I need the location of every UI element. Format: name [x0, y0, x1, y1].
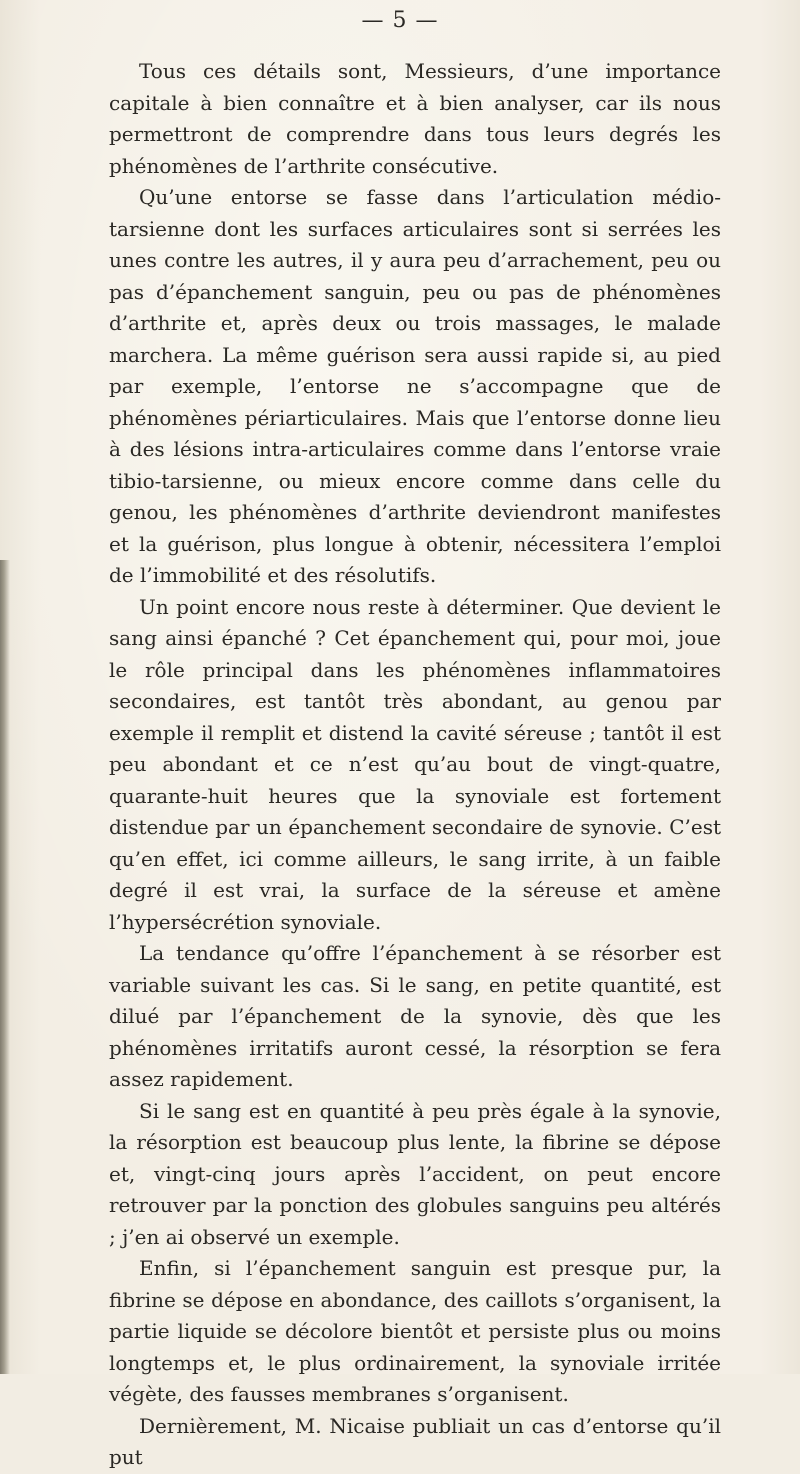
- paragraph-6: Enfin, si l’épanchement sanguin est presque pur, la fibrine se dépose en abondance, des caillots s’organisent, la partie liquide se décolore bientôt et persiste plus ou moins longtemps et, le plus ordinairement, la synoviale irritée végète, des fausses membranes s’organisent.: [109, 1256, 721, 1406]
- paragraph-1: Tous ces détails sont, Messieurs, d’une importance capitale à bien connaître et à bien analyser, car ils nous permettront de comprendre dans tous leurs degrés les phénomènes de l’arthrite consécutive.: [109, 59, 721, 178]
- paragraph-2: Qu’une entorse se fasse dans l’articulation médio-tarsienne dont les surfaces articulaires sont si serrées les unes contre les autres, il y aura peu d’arrachement, peu ou pas d’épanchement sanguin, peu ou pas de phénomènes d’arthrite et, après deux ou trois massages, le malade marchera. La même guérison sera aussi rapide si, au pied par exemple, l’entorse ne s’accompagne que de phénomènes périarticulaires. Mais que l’entorse donne lieu à des lésions intra-articulaires comme dans l’entorse vraie tibio-tarsienne, ou mieux encore comme dans celle du genou, les phénomènes d’arthrite deviendront manifestes et la guérison, plus longue à obtenir, nécessitera l’emploi de l’immobilité et des résolutifs.: [109, 185, 721, 587]
- paragraph-5: Si le sang est en quantité à peu près égale à la synovie, la résorption est beaucoup plus lente, la fibrine se dépose et, vingt-cinq jours après l’accident, on peut encore retrouver par la ponction des globules sanguins peu altérés ; j’en ai observé un exemple.: [109, 1098, 721, 1249]
- paragraph-3: Un point encore nous reste à déterminer. Que devient le sang ainsi épanché ? Cet épanchement qui, pour moi, joue le rôle principal dans les phénomènes inflammatoires secondaires, est tantôt très abondant, au genou par exemple il remplit et distend la cavité séreuse ; tantôt il est peu abondant et ce n’est qu’au bout de vingt-quatre, quarante-huit heures que la synoviale est fortement distendue par un épanchement secondaire de synovie. C’est qu’en effet, ici comme ailleurs, le sang irrite, à un faible degré il est vrai, la surface de la séreuse et amène l’hypersécrétion synoviale.: [109, 594, 721, 934]
- binding-shadow: [0, 560, 10, 1374]
- paragraph-4: La tendance qu’offre l’épanchement à se résorber est variable suivant les cas. Si le sang, en petite quantité, est dilué par l’épanchement de la synovie, dès que les phénomènes irritatifs auront cessé, la résorption se fera assez rapidement.: [109, 941, 721, 1091]
- paragraph-7: Dernièrement, M. Nicaise publiait un cas d’entorse qu’il put: [109, 1413, 721, 1469]
- body-text: [109, 56, 721, 1474]
- page-number: — 5 —: [361, 8, 439, 33]
